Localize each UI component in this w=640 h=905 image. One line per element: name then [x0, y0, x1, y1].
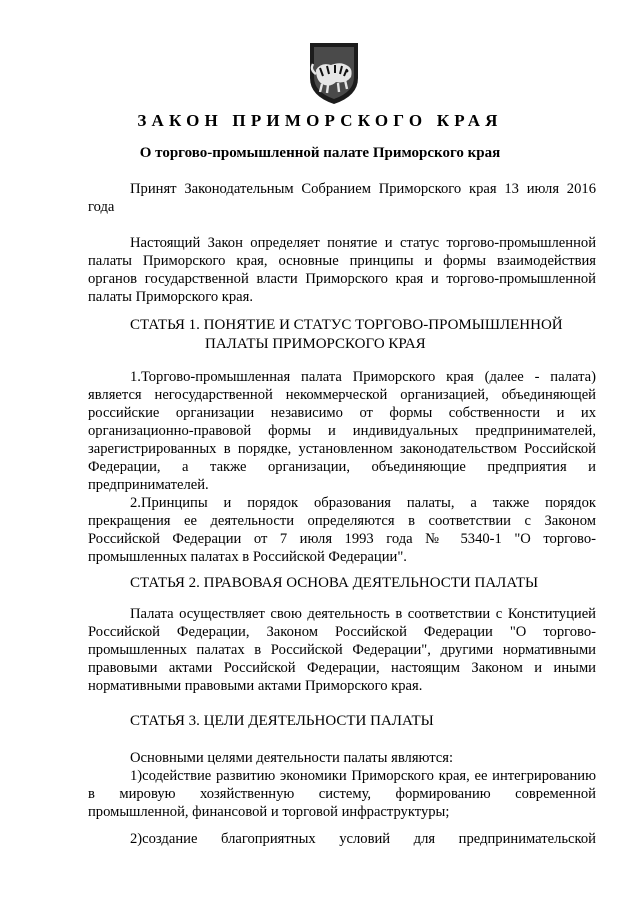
- article3-heading: СТАТЬЯ 3. ЦЕЛИ ДЕЯТЕЛЬНОСТИ ПАЛАТЫ: [130, 713, 434, 729]
- article1-heading-line1: СТАТЬЯ 1. ПОНЯТИЕ И СТАТУС ТОРГОВО-ПРОМЫШЛЕННОЙ: [130, 317, 563, 333]
- law-title: ЗАКОН ПРИМОРСКОГО КРАЯ: [137, 111, 503, 130]
- article3-item-2: 2)создание благоприятных условий для предпринимательской: [130, 831, 596, 847]
- article1-body: [88, 368, 596, 566]
- article2-paragraph-1: Палата осуществляет свою деятельность в соответствии с Конституцией Российской Федерации, Законом Российской Федерации "О торгово-промышленных палатах в Российской Федерации", другими нормативными правовыми актами Российской Федерации, настоящим Законом и иными нормативными правовыми актами Приморского края.: [88, 606, 596, 694]
- adoption-note: [88, 180, 596, 216]
- article2-heading: СТАТЬЯ 2. ПРАВОВАЯ ОСНОВА ДЕЯТЕЛЬНОСТИ ПАЛАТЫ: [130, 575, 539, 591]
- article1-paragraph-2: 2.Принципы и порядок образования палаты, а также порядок прекращения ее деятельности определяются в соответствии с Законом Российской Федерации от 7 июля 1993 года № 5340-1 "О торгово-промышленных палатах в Российской Федерации".: [88, 495, 596, 565]
- adoption-text: Принят Законодательным Собранием Приморского края 13 июля 2016 года: [88, 181, 596, 215]
- article3-intro: Основными целями деятельности палаты являются:: [130, 750, 454, 766]
- preamble-text: Настоящий Закон определяет понятие и статус торгово-промышленной палаты Приморского края, основные принципы и формы взаимодействия органов государственной власти Приморского края и торгово-промышленной палаты Приморского края.: [88, 235, 596, 305]
- article3-body: [88, 749, 596, 821]
- preamble: [88, 234, 596, 306]
- coat-of-arms-emblem: [304, 40, 364, 106]
- article1-paragraph-1: 1.Торгово-промышленная палата Приморского края (далее - палата) является негосударственной некоммерческой организацией, объединяющей российские организации независимо от формы собственности и их организационно-правовой формы и индивидуальных предпринимателей, зарегистрированных в порядке, установленном законодательством Российской Федерации, а также организации, объединяющие предприятия и предпринимателей.: [88, 369, 596, 493]
- law-subtitle: О торгово-промышленной палате Приморского края: [139, 145, 501, 161]
- article2-body: [88, 605, 596, 695]
- article3-body-continued: [88, 830, 596, 848]
- article3-item-1: 1)содействие развитию экономики Приморского края, ее интегрированию в мировую хозяйственную систему, формированию современной промышленной, финансовой и торговой инфраструктуры;: [88, 768, 596, 820]
- article1-heading-line2: ПАЛАТЫ ПРИМОРСКОГО КРАЯ: [205, 336, 426, 352]
